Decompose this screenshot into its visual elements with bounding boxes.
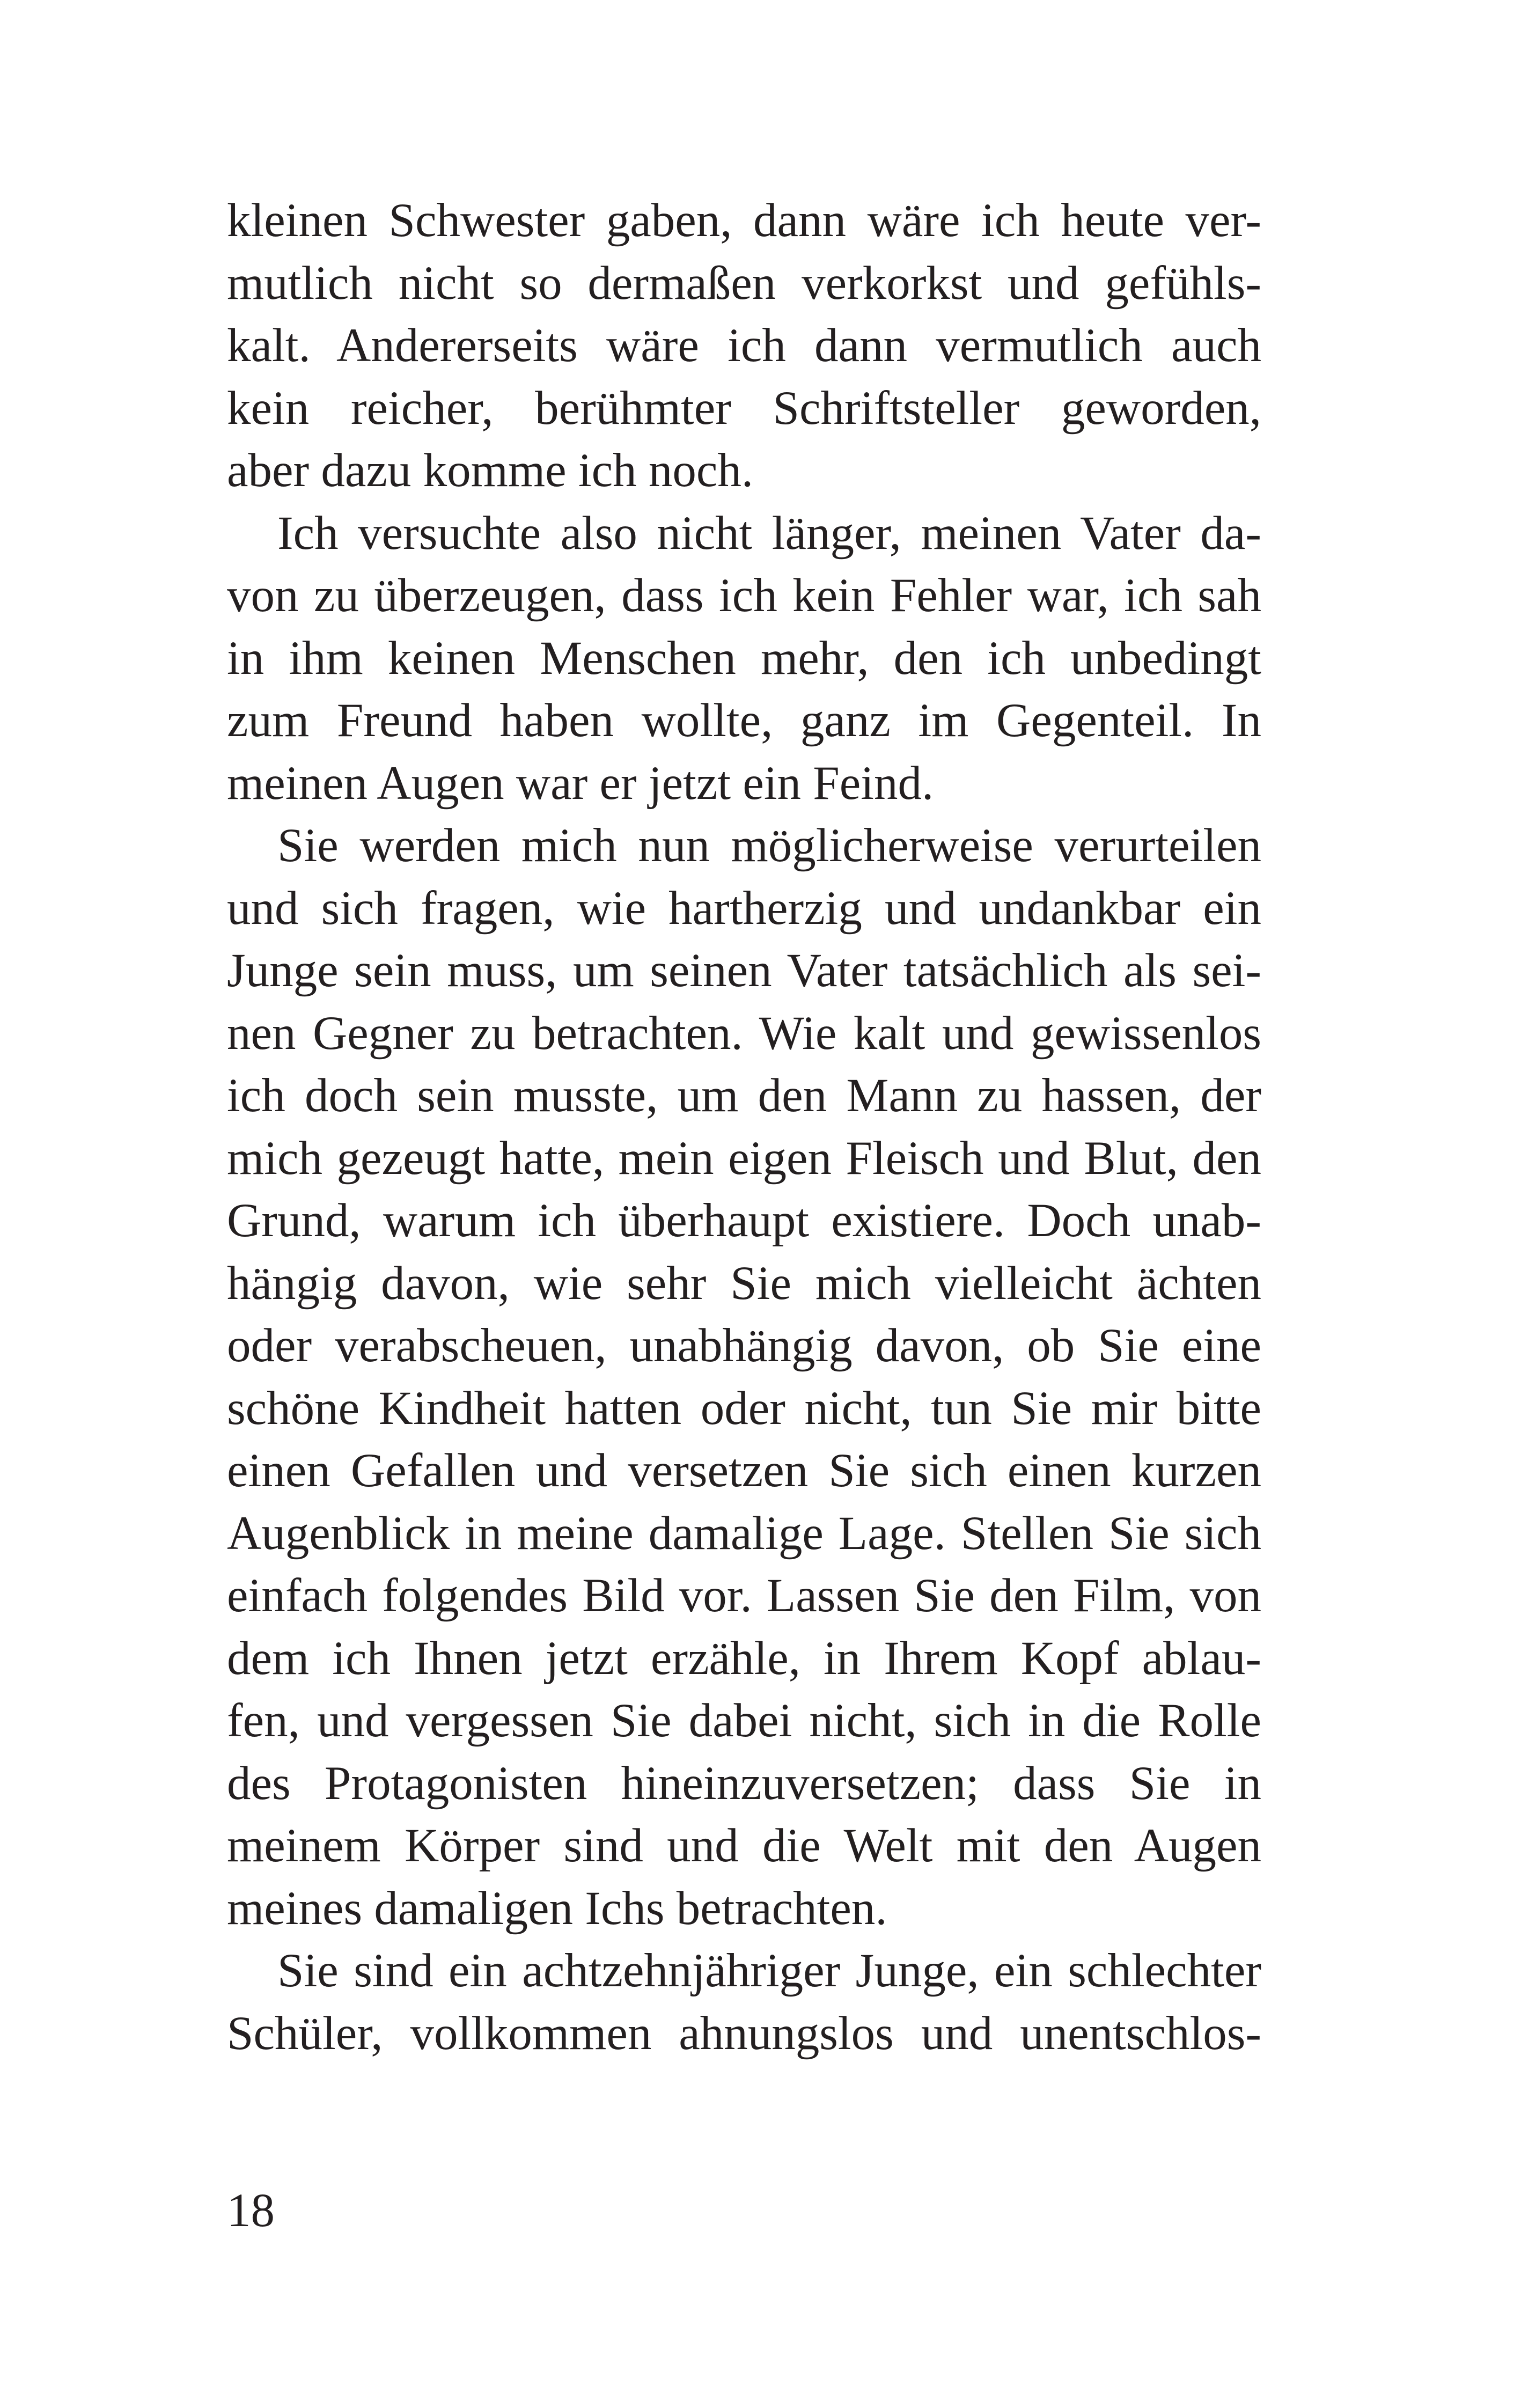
text-line: fen, und vergessen Sie dabei nicht, sich in die Rolle: [227, 1694, 1261, 1747]
paragraph: [227, 189, 1261, 502]
text-line: des Protagonisten hineinzuversetzen; dass Sie in: [227, 1757, 1261, 1810]
text-line: und sich fragen, wie hartherzig und undankbar ein: [227, 882, 1261, 935]
text-line: oder verabscheuen, unabhängig davon, ob Sie eine: [227, 1319, 1261, 1372]
text-line: kleinen Schwester gaben, dann wäre ich heute ver-: [227, 194, 1261, 247]
text-line: mutlich nicht so dermaßen verkorkst und gefühls-: [227, 256, 1261, 310]
text-line: Sie werden mich nun möglicherweise verurteilen: [277, 819, 1261, 872]
text-line: einfach folgendes Bild vor. Lassen Sie den Film, von: [227, 1569, 1261, 1622]
text-line: Grund, warum ich überhaupt existiere. Doch unab-: [227, 1194, 1261, 1247]
text-line: dem ich Ihnen jetzt erzähle, in Ihrem Kopf ablau-: [227, 1632, 1261, 1685]
page-number: 18: [227, 2184, 275, 2237]
text-line: Augenblick in meine damalige Lage. Stellen Sie sich: [227, 1507, 1261, 1560]
text-line: Schüler, vollkommen ahnungslos und unentschlos-: [227, 2007, 1261, 2060]
body-text: [227, 189, 1261, 2065]
text-line: einen Gefallen und versetzen Sie sich einen kurzen: [227, 1444, 1261, 1497]
text-line: mich gezeugt hatte, mein eigen Fleisch und Blut, den: [227, 1132, 1261, 1185]
text-line: Junge sein muss, um seinen Vater tatsächlich als sei-: [227, 944, 1261, 997]
text-line: ich doch sein musste, um den Mann zu hassen, der: [227, 1069, 1261, 1122]
text-line: meinen Augen war er jetzt ein Feind.: [227, 757, 934, 810]
text-line: hängig davon, wie sehr Sie mich vielleicht ächten: [227, 1257, 1261, 1310]
text-line: von zu überzeugen, dass ich kein Fehler war, ich sah: [227, 569, 1261, 622]
text-line: Sie sind ein achtzehnjähriger Junge, ein schlechter: [277, 1944, 1261, 1997]
text-line: meines damaligen Ichs betrachten.: [227, 1882, 887, 1935]
text-line: kein reicher, berühmter Schriftsteller geworden,: [227, 381, 1261, 435]
paragraph: [227, 814, 1261, 1940]
text-line: Ich versuchte also nicht länger, meinen Vater da-: [277, 506, 1261, 560]
text-line: kalt. Andererseits wäre ich dann vermutlich auch: [227, 319, 1261, 372]
text-line: meinem Körper sind und die Welt mit den Augen: [227, 1819, 1261, 1872]
text-line: schöne Kindheit hatten oder nicht, tun Sie mir bitte: [227, 1382, 1261, 1435]
text-line: in ihm keinen Menschen mehr, den ich unbedingt: [227, 632, 1261, 685]
text-line: nen Gegner zu betrachten. Wie kalt und gewissenlos: [227, 1007, 1261, 1060]
paragraph: [227, 502, 1261, 815]
paragraph: [227, 1940, 1261, 2065]
text-line: zum Freund haben wollte, ganz im Gegenteil. In: [227, 694, 1261, 747]
text-line: aber dazu komme ich noch.: [227, 444, 754, 497]
